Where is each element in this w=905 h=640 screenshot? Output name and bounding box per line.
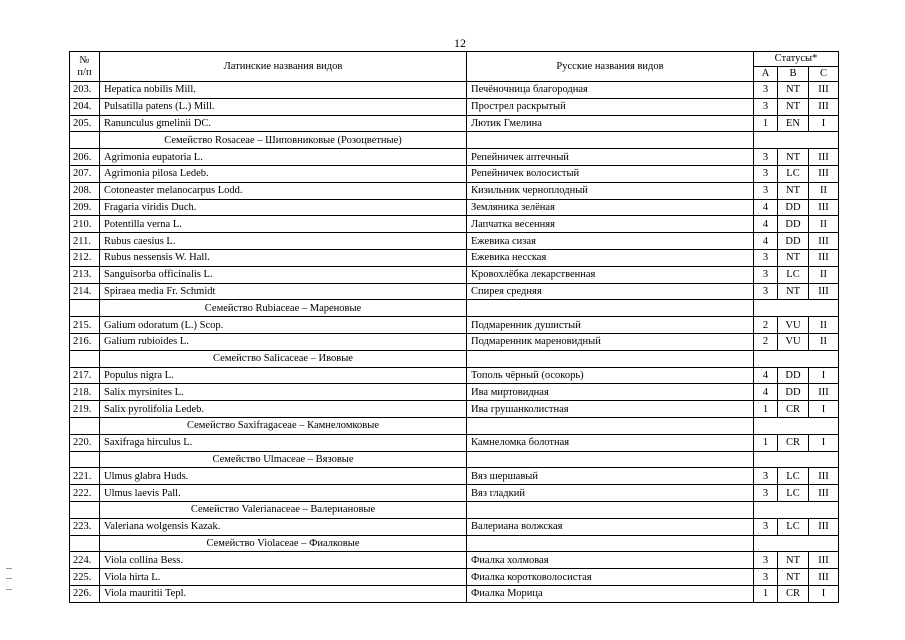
russian-name: Ежевика несская	[467, 249, 754, 266]
russian-name: Печёночница благородная	[467, 82, 754, 99]
status-b: NT	[778, 149, 809, 166]
family-num-cell	[70, 300, 100, 317]
russian-name: Ежевика сизая	[467, 233, 754, 250]
latin-name: Salix pyrolifolia Ledeb.	[100, 401, 467, 418]
russian-name: Вяз гладкий	[467, 485, 754, 502]
family-row	[70, 451, 839, 468]
status-b: DD	[778, 367, 809, 384]
table-row	[70, 384, 839, 401]
russian-name: Земляника зелёная	[467, 199, 754, 216]
num-header-line-2: п/п	[77, 66, 92, 78]
family-name: Семейство Rosaceae – Шиповниковые (Розоцветные)	[100, 132, 467, 149]
family-num-cell	[70, 417, 100, 434]
russian-header: Русские названия видов	[467, 52, 754, 82]
latin-name: Sanguisorba officinalis L.	[100, 266, 467, 283]
status-a: 3	[754, 98, 778, 115]
status-a: 3	[754, 283, 778, 300]
table-row	[70, 115, 839, 132]
row-number: 224.	[70, 552, 100, 569]
row-number: 219.	[70, 401, 100, 418]
latin-name: Rubus caesius L.	[100, 233, 467, 250]
status-c: III	[809, 384, 839, 401]
latin-name: Fragaria viridis Duch.	[100, 199, 467, 216]
table-row	[70, 182, 839, 199]
status-c: II	[809, 333, 839, 350]
status-a: 3	[754, 468, 778, 485]
num-header-line-1: №	[79, 54, 90, 66]
family-name: Семейство Valerianaceae – Валериановые	[100, 501, 467, 518]
status-c: III	[809, 233, 839, 250]
russian-name: Вяз шершавый	[467, 468, 754, 485]
table-row	[70, 401, 839, 418]
status-b: NT	[778, 552, 809, 569]
latin-name: Ranunculus gmelinii DC.	[100, 115, 467, 132]
row-number: 205.	[70, 115, 100, 132]
status-b: CR	[778, 434, 809, 451]
latin-name: Valeriana wolgensis Kazak.	[100, 518, 467, 535]
status-b: VU	[778, 333, 809, 350]
family-empty-cell	[467, 535, 754, 552]
family-row	[70, 132, 839, 149]
status-b: LC	[778, 266, 809, 283]
status-a: 2	[754, 317, 778, 334]
status-c: III	[809, 485, 839, 502]
family-empty-cell	[467, 300, 754, 317]
row-number: 223.	[70, 518, 100, 535]
table-row	[70, 317, 839, 334]
status-b: LC	[778, 518, 809, 535]
russian-name: Тополь чёрный (осокорь)	[467, 367, 754, 384]
table-row	[70, 468, 839, 485]
status-a: 3	[754, 266, 778, 283]
status-c: III	[809, 283, 839, 300]
status-a: 4	[754, 199, 778, 216]
status-b: NT	[778, 182, 809, 199]
status-a: 3	[754, 149, 778, 166]
russian-name: Фиалка Морица	[467, 585, 754, 602]
status-a: 2	[754, 333, 778, 350]
russian-name: Кровохлёбка лекарственная	[467, 266, 754, 283]
status-c: I	[809, 434, 839, 451]
row-number: 203.	[70, 82, 100, 99]
latin-header: Латинские названия видов	[100, 52, 467, 82]
table-row	[70, 485, 839, 502]
num-header	[70, 52, 100, 82]
russian-name: Репейничек волосистый	[467, 165, 754, 182]
status-b: EN	[778, 115, 809, 132]
status-a: 3	[754, 485, 778, 502]
russian-name: Ива миртовидная	[467, 384, 754, 401]
russian-name: Фиалка холмовая	[467, 552, 754, 569]
row-number: 225.	[70, 569, 100, 586]
header-row-1	[70, 52, 839, 67]
row-number: 222.	[70, 485, 100, 502]
status-b: NT	[778, 569, 809, 586]
latin-name: Populus nigra L.	[100, 367, 467, 384]
latin-name: Cotoneaster melanocarpus Lodd.	[100, 182, 467, 199]
table-body	[70, 82, 839, 603]
status-a: 1	[754, 401, 778, 418]
table-row	[70, 98, 839, 115]
russian-name: Репейничек аптечный	[467, 149, 754, 166]
status-c: II	[809, 317, 839, 334]
status-header: Статусы*	[754, 52, 839, 67]
row-number: 210.	[70, 216, 100, 233]
status-a: 3	[754, 249, 778, 266]
status-a: 1	[754, 585, 778, 602]
family-status-cell	[754, 350, 839, 367]
table-row	[70, 434, 839, 451]
status-c: III	[809, 249, 839, 266]
russian-name: Камнеломка болотная	[467, 434, 754, 451]
status-a: 3	[754, 165, 778, 182]
table-row	[70, 552, 839, 569]
latin-name: Pulsatilla patens (L.) Mill.	[100, 98, 467, 115]
status-b: DD	[778, 233, 809, 250]
latin-name: Rubus nessensis W. Hall.	[100, 249, 467, 266]
russian-name: Фиалка коротковолосистая	[467, 569, 754, 586]
table-row	[70, 82, 839, 99]
family-num-cell	[70, 350, 100, 367]
row-number: 206.	[70, 149, 100, 166]
family-status-cell	[754, 451, 839, 468]
status-b: CR	[778, 401, 809, 418]
row-number: 215.	[70, 317, 100, 334]
status-c: I	[809, 585, 839, 602]
russian-name: Кизильник черноплодный	[467, 182, 754, 199]
status-c: I	[809, 115, 839, 132]
russian-name: Лютик Гмелина	[467, 115, 754, 132]
family-status-cell	[754, 417, 839, 434]
family-name: Семейство Saxifragaceae – Камнеломковые	[100, 417, 467, 434]
status-b: NT	[778, 82, 809, 99]
status-c: III	[809, 199, 839, 216]
family-row	[70, 501, 839, 518]
status-c: II	[809, 216, 839, 233]
latin-name: Viola mauritii Tepl.	[100, 585, 467, 602]
status-c: I	[809, 367, 839, 384]
latin-name: Galium odoratum (L.) Scop.	[100, 317, 467, 334]
table-row	[70, 249, 839, 266]
status-b: VU	[778, 317, 809, 334]
status-a: 1	[754, 115, 778, 132]
page-number: 12	[454, 36, 466, 50]
status-c: II	[809, 182, 839, 199]
latin-name: Salix myrsinites L.	[100, 384, 467, 401]
status-a: 3	[754, 518, 778, 535]
status-a: 1	[754, 434, 778, 451]
status-a: 3	[754, 552, 778, 569]
latin-name: Ulmus laevis Pall.	[100, 485, 467, 502]
row-number: 207.	[70, 165, 100, 182]
status-b: DD	[778, 384, 809, 401]
row-number: 213.	[70, 266, 100, 283]
table-row	[70, 216, 839, 233]
family-row	[70, 535, 839, 552]
status-c: III	[809, 82, 839, 99]
status-b: DD	[778, 216, 809, 233]
latin-name: Potentilla verna L.	[100, 216, 467, 233]
status-a: 3	[754, 82, 778, 99]
family-status-cell	[754, 501, 839, 518]
table-row	[70, 165, 839, 182]
status-a-header: А	[754, 67, 778, 82]
latin-name: Galium rubioides L.	[100, 333, 467, 350]
margin-mark	[6, 568, 12, 590]
latin-name: Saxifraga hirculus L.	[100, 434, 467, 451]
status-b: LC	[778, 165, 809, 182]
latin-name: Spiraea media Fr. Schmidt	[100, 283, 467, 300]
family-num-cell	[70, 535, 100, 552]
row-number: 226.	[70, 585, 100, 602]
row-number: 218.	[70, 384, 100, 401]
table-row	[70, 149, 839, 166]
russian-name: Прострел раскрытый	[467, 98, 754, 115]
status-c: III	[809, 468, 839, 485]
row-number: 212.	[70, 249, 100, 266]
family-num-cell	[70, 501, 100, 518]
table-row	[70, 199, 839, 216]
table-row	[70, 333, 839, 350]
row-number: 220.	[70, 434, 100, 451]
status-c: II	[809, 266, 839, 283]
row-number: 217.	[70, 367, 100, 384]
status-c-header: С	[809, 67, 839, 82]
russian-name: Подмаренник душистый	[467, 317, 754, 334]
russian-name: Подмаренник мареновидный	[467, 333, 754, 350]
family-empty-cell	[467, 132, 754, 149]
latin-name: Viola hirta L.	[100, 569, 467, 586]
status-c: III	[809, 149, 839, 166]
row-number: 211.	[70, 233, 100, 250]
status-b: NT	[778, 249, 809, 266]
family-row	[70, 417, 839, 434]
status-a: 4	[754, 384, 778, 401]
species-table	[69, 51, 839, 603]
status-c: III	[809, 552, 839, 569]
family-empty-cell	[467, 417, 754, 434]
family-row	[70, 350, 839, 367]
status-b: DD	[778, 199, 809, 216]
latin-name: Agrimonia pilosa Ledeb.	[100, 165, 467, 182]
family-row	[70, 300, 839, 317]
row-number: 209.	[70, 199, 100, 216]
row-number: 221.	[70, 468, 100, 485]
latin-name: Hepatica nobilis Mill.	[100, 82, 467, 99]
row-number: 214.	[70, 283, 100, 300]
status-c: III	[809, 569, 839, 586]
russian-name: Ива грушанколистная	[467, 401, 754, 418]
status-a: 3	[754, 569, 778, 586]
status-b: NT	[778, 98, 809, 115]
status-b: LC	[778, 468, 809, 485]
family-num-cell	[70, 132, 100, 149]
table-row	[70, 266, 839, 283]
status-b-header: В	[778, 67, 809, 82]
russian-name: Спирея средняя	[467, 283, 754, 300]
family-name: Семейство Rubiaceae – Мареновые	[100, 300, 467, 317]
russian-name: Лапчатка весенняя	[467, 216, 754, 233]
family-empty-cell	[467, 501, 754, 518]
family-empty-cell	[467, 350, 754, 367]
table-row	[70, 569, 839, 586]
family-status-cell	[754, 300, 839, 317]
latin-name: Viola collina Bess.	[100, 552, 467, 569]
family-name: Семейство Ulmaceae – Вязовые	[100, 451, 467, 468]
status-b: CR	[778, 585, 809, 602]
table-row	[70, 585, 839, 602]
family-status-cell	[754, 535, 839, 552]
family-name: Семейство Violaceae – Фиалковые	[100, 535, 467, 552]
table-row	[70, 518, 839, 535]
status-c: III	[809, 518, 839, 535]
family-name: Семейство Salicaceae – Ивовые	[100, 350, 467, 367]
latin-name: Ulmus glabra Huds.	[100, 468, 467, 485]
latin-name: Agrimonia eupatoria L.	[100, 149, 467, 166]
row-number: 216.	[70, 333, 100, 350]
table-row	[70, 367, 839, 384]
family-num-cell	[70, 451, 100, 468]
russian-name: Валериана волжская	[467, 518, 754, 535]
status-c: III	[809, 165, 839, 182]
table-row	[70, 283, 839, 300]
family-status-cell	[754, 132, 839, 149]
status-a: 4	[754, 233, 778, 250]
status-a: 4	[754, 216, 778, 233]
family-empty-cell	[467, 451, 754, 468]
status-c: III	[809, 98, 839, 115]
row-number: 208.	[70, 182, 100, 199]
table-row	[70, 233, 839, 250]
row-number: 204.	[70, 98, 100, 115]
status-a: 3	[754, 182, 778, 199]
status-b: NT	[778, 283, 809, 300]
status-a: 4	[754, 367, 778, 384]
status-c: I	[809, 401, 839, 418]
status-b: LC	[778, 485, 809, 502]
